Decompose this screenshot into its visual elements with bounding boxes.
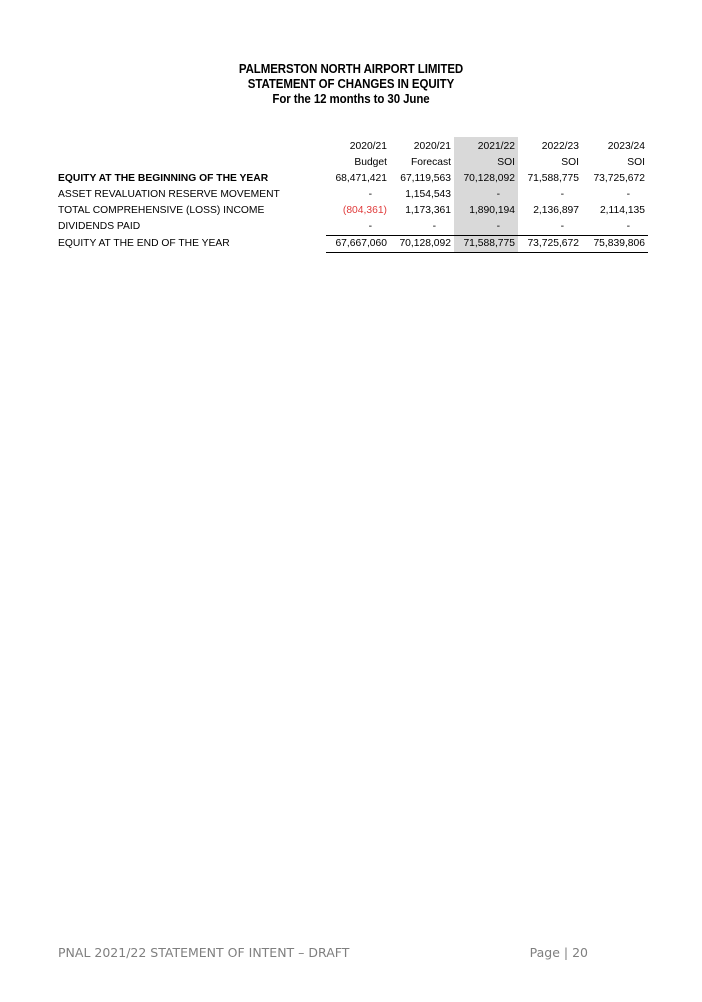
row-label: EQUITY AT THE BEGINNING OF THE YEAR [58,173,269,184]
header-row-types [58,155,648,171]
footer-doc-title: PNAL 2021/22 STATEMENT OF INTENT – DRAFT [58,945,350,960]
row-label: DIVIDENDS PAID [58,221,141,233]
cell-value: - [626,221,630,232]
cell-value: - [454,219,518,236]
total-label: EQUITY AT THE END OF THE YEAR [58,238,230,249]
col-type-soi-2324: SOI [627,157,645,168]
cell-value: 2,114,135 [599,205,645,216]
cell-value: 71,588,775 [527,173,579,184]
header-blank [58,137,326,155]
col-year-soi-2223: 2022/23 [541,141,579,152]
total-value: 71,588,775 [454,236,518,253]
cell-value: - [368,221,372,232]
table-row [58,187,648,203]
cell-value: - [454,187,518,203]
statement-title: STATEMENT OF CHANGES IN EQUITY [247,77,455,91]
total-value: 73,725,672 [518,236,582,253]
statement-period: For the 12 months to 30 June [272,92,430,106]
cell-value: 70,128,092 [454,171,518,187]
equity-table [58,137,648,253]
cell-value: 1,173,361 [405,205,451,216]
company-name: PALMERSTON NORTH AIRPORT LIMITED [238,62,464,76]
col-type-soi-2122: SOI [454,155,518,171]
col-year-soi-2324: 2023/24 [607,141,645,152]
cell-value: 2,136,897 [533,205,579,216]
cell-value: - [432,221,436,232]
col-type-forecast: Forecast [410,157,451,168]
table-row [58,171,648,187]
cell-value: 67,119,563 [400,173,451,184]
total-value: 70,128,092 [390,236,454,253]
cell-value: 73,725,672 [593,173,645,184]
row-label: ASSET REVALUATION RESERVE MOVEMENT [58,189,280,200]
cell-value: - [560,221,564,232]
cell-value: - [626,189,630,200]
cell-value: 1,890,194 [454,203,518,219]
cell-value: 1,154,543 [405,189,451,200]
cell-value-negative: (804,361) [342,205,387,216]
header-blank [58,155,326,171]
total-value: 75,839,806 [582,236,648,253]
cell-value: - [368,189,372,200]
col-year-budget: 2020/21 [349,141,387,152]
total-row [58,236,648,253]
col-year-forecast: 2020/21 [413,141,451,152]
row-label: TOTAL COMPREHENSIVE (LOSS) INCOME [58,205,265,216]
table-row [58,203,648,219]
footer-page-number: Page | 20 [529,945,588,960]
header-row-years [58,137,648,155]
page-header [0,62,702,107]
cell-value: 68,471,421 [335,173,387,184]
col-year-soi-2122: 2021/22 [454,137,518,155]
total-value: 67,667,060 [326,236,390,253]
table-row [58,219,648,236]
col-type-budget: Budget [354,157,387,168]
col-type-soi-2223: SOI [561,157,579,168]
cell-value: - [560,189,564,200]
